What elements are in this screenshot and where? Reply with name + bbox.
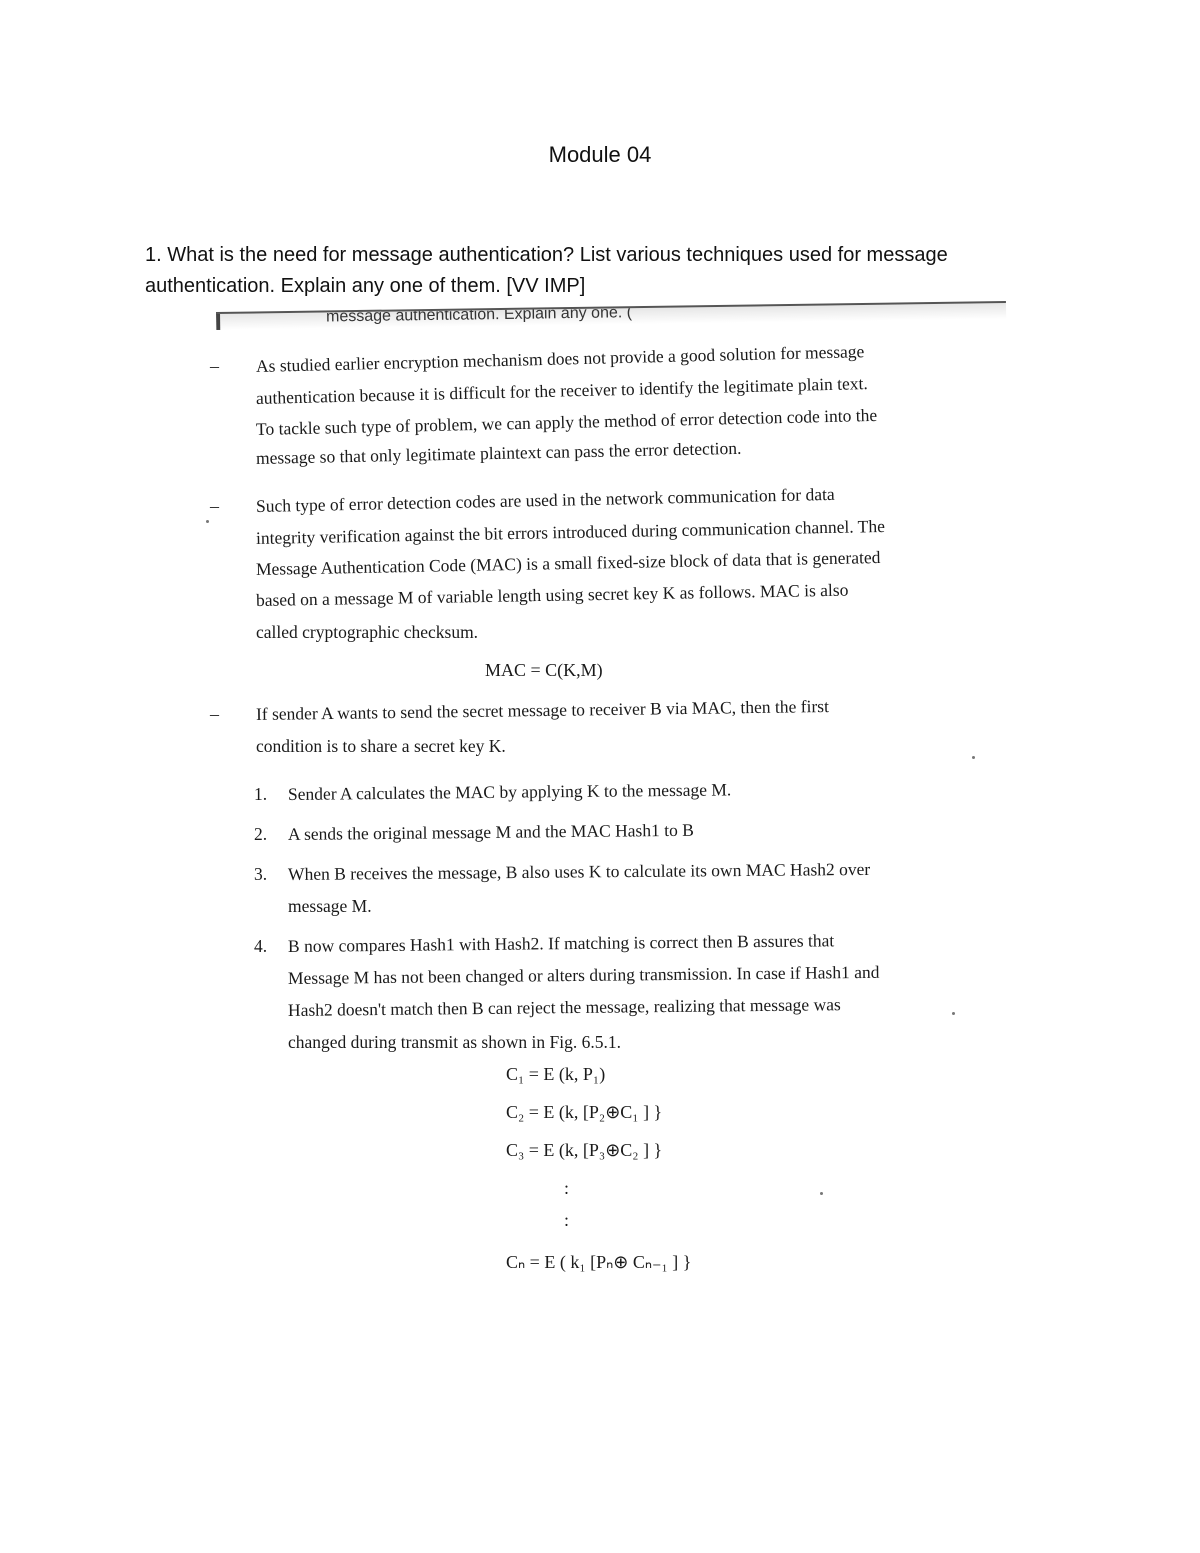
bullet-3-line-1: If sender A wants to send the secret message to receiver B via MAC, then the first — [255, 696, 830, 724]
step-4-line-1: B now compares Hash1 with Hash2. If matching is correct then B assures that — [287, 930, 835, 956]
step-2-line-1: A sends the original message M and the MAC Hash1 to B — [287, 819, 694, 844]
scan-header-text: message authentication. Explain any one. ( — [325, 304, 633, 326]
bullet-1-line-2: authentication because it is difficult for the receiver to identify the legitimate plain text. — [255, 373, 869, 408]
step-number: 2. — [254, 824, 268, 844]
bullet-2-line-2: integrity verification against the bit errors introduced during communication channel. The — [255, 515, 886, 548]
cbc-ellipsis-1: : — [564, 1178, 570, 1198]
step-4-line-2: Message M has not been changed or alters during transmission. In case if Hash1 and — [287, 961, 880, 988]
page-title: Module 04 — [548, 142, 652, 167]
mac-equation: MAC = C(K,M) — [485, 660, 603, 680]
bullet-3-line-2: condition is to share a secret key K. — [256, 736, 506, 756]
bullet-1-line-1: As studied earlier encryption mechanism does not provide a good solution for message — [255, 341, 865, 376]
scan-speck — [820, 1192, 823, 1195]
scan-edge-mark — [216, 314, 220, 330]
cbc-equation-n: Cₙ = E ( k₁ [Pₙ⊕ Cₙ₋₁ ] } — [506, 1252, 692, 1272]
step-number: 4. — [254, 936, 268, 956]
question-text: 1. What is the need for message authentication? List various techniques used for message authentication. Explain any one of them. [VV IMP] — [145, 244, 948, 297]
bullet-1-line-3: To tackle such type of problem, we can apply the method of error detection code into the — [255, 404, 878, 439]
step-4-line-3: Hash2 doesn't match then B can reject the message, realizing that message was — [287, 994, 841, 1020]
cbc-equation-2: C₂ = E (k, [P₂⊕C₁ ] } — [506, 1102, 663, 1122]
step-3-line-2: message M. — [288, 896, 372, 916]
bullet-dash: – — [210, 496, 219, 516]
step-number: 1. — [254, 784, 268, 804]
bullet-dash: – — [210, 356, 219, 376]
scan-speck — [972, 756, 975, 759]
scanned-excerpt — [210, 304, 1010, 1302]
step-4-line-4: changed during transmit as shown in Fig. 6.5.1. — [288, 1032, 621, 1052]
cbc-equation-1: C₁ = E (k, P₁) — [506, 1064, 606, 1084]
bullet-2-line-4: based on a message M of variable length using secret key K as follows. MAC is also — [255, 579, 849, 610]
bullet-2-line-1: Such type of error detection codes are used in the network communication for data — [255, 483, 835, 516]
scan-header-strip — [216, 301, 1006, 330]
scan-speck — [952, 1012, 955, 1015]
cbc-equation-3: C₃ = E (k, [P₃⊕C₂ ] } — [506, 1140, 663, 1160]
bullet-1-line-4: message so that only legitimate plaintext can pass the error detection. — [255, 437, 742, 468]
step-number: 3. — [254, 864, 268, 884]
step-3-line-1: When B receives the message, B also uses K to calculate its own MAC Hash2 over — [287, 858, 871, 884]
step-1-line-1: Sender A calculates the MAC by applying K to the message M. — [287, 779, 732, 804]
scan-speck — [206, 520, 209, 523]
bullet-2-line-5: called cryptographic checksum. — [256, 622, 479, 642]
bullet-2-line-3: Message Authentication Code (MAC) is a small fixed-size block of data that is generated — [255, 547, 881, 579]
cbc-ellipsis-2: : — [564, 1210, 570, 1230]
bullet-dash: – — [210, 704, 219, 724]
